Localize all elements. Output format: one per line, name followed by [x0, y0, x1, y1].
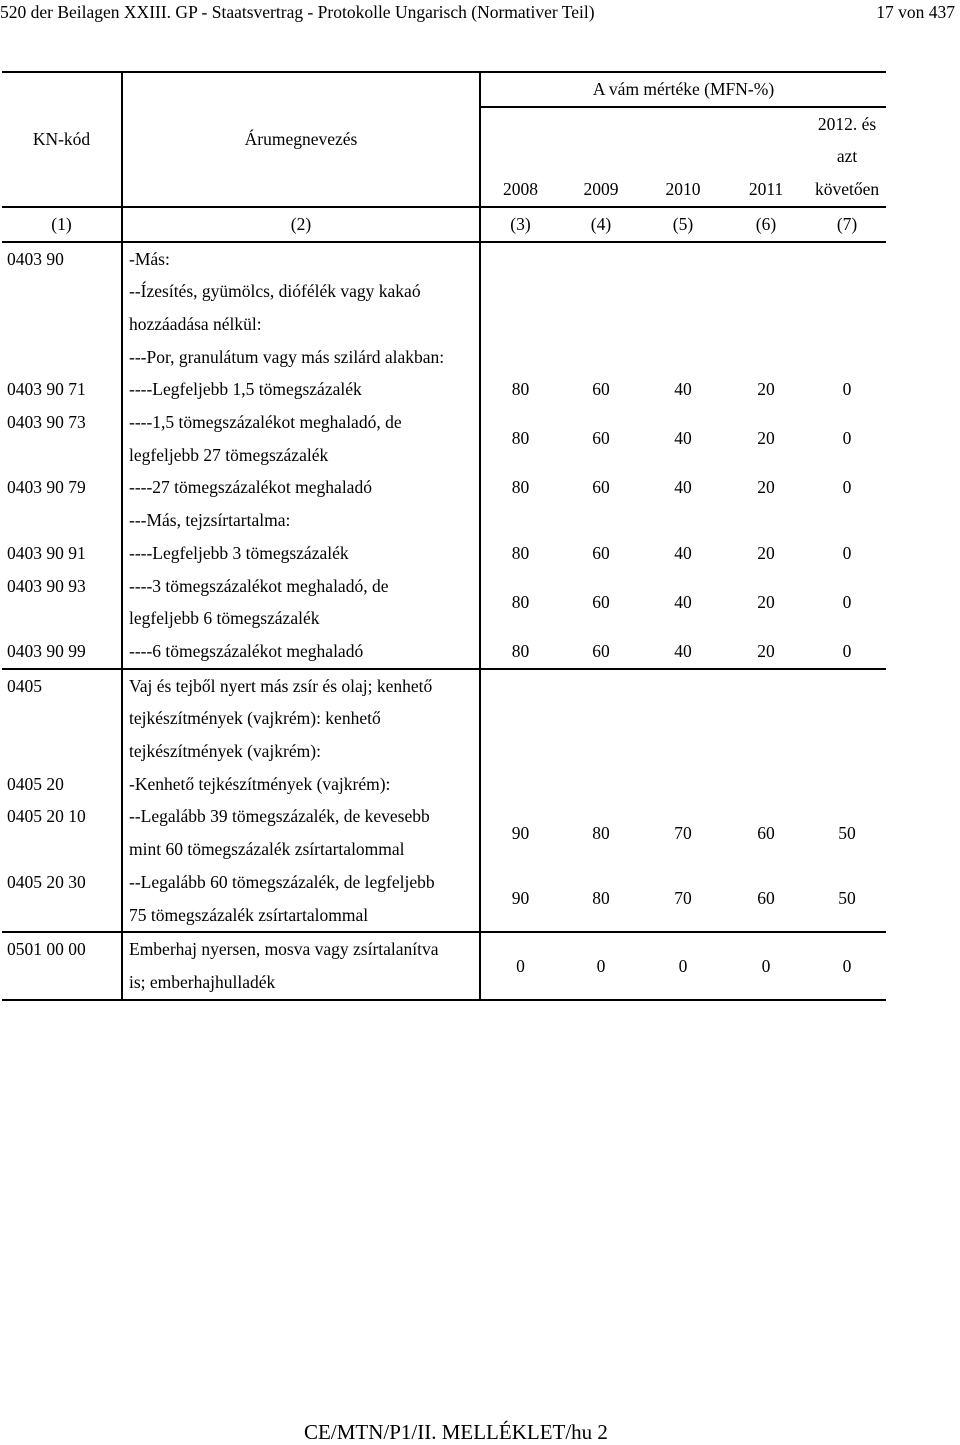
- page-footer: CE/MTN/P1/II. MELLÉKLET/hu 2: [304, 1420, 608, 1444]
- row-rate: [560, 242, 642, 276]
- row-code: 0403 90 73: [2, 406, 122, 471]
- row-description: [122, 373, 480, 406]
- row-description-line: is; emberhajhulladék: [129, 971, 276, 992]
- row-rate: 40: [674, 477, 692, 498]
- row-rate: [480, 504, 560, 537]
- row-description-line: ---Más, tejzsírtartalma:: [129, 510, 291, 531]
- row-rate: 60: [560, 635, 642, 669]
- row-rate: 90: [511, 822, 530, 843]
- row-rate: [724, 275, 808, 340]
- row-code: 0403 90 79: [2, 471, 122, 504]
- row-description-line: legfeljebb 27 tömegszázalék: [129, 444, 329, 465]
- row-rate: 80: [511, 477, 530, 498]
- row-rate: [724, 504, 808, 537]
- row-description: [122, 669, 480, 768]
- column-number: (1): [2, 207, 122, 242]
- page-header-page-number: 17 von 437: [876, 2, 955, 22]
- row-rate: 60: [592, 428, 610, 449]
- column-number: (3): [480, 207, 560, 242]
- header-description: Árumegnevezés: [122, 72, 480, 207]
- row-description-line: ----1,5 tömegszázalékot meghaladó, de: [129, 412, 402, 433]
- row-code: 0501 00 00: [2, 932, 122, 999]
- row-rate: [724, 768, 808, 801]
- row-rate: 80: [511, 428, 530, 449]
- header-row-1: [2, 72, 886, 107]
- page-header-title: 520 der Beilagen XXIII. GP - Staatsvertrag - Protokolle Ungarisch (Normativer Teil): [0, 2, 595, 22]
- row-description: [122, 341, 480, 374]
- table-row: [2, 669, 886, 768]
- header-year-last-line: 2012. és: [817, 113, 877, 134]
- row-rate: [642, 341, 724, 374]
- row-rate: 60: [592, 477, 610, 498]
- row-rate: 20: [757, 542, 775, 563]
- row-description-line: ---Por, granulátum vagy más szilárd alakban:: [129, 346, 445, 367]
- row-rate: [724, 669, 808, 768]
- row-rate: 60: [592, 379, 610, 400]
- row-rate: 50: [808, 866, 886, 932]
- row-description-line: Emberhaj nyersen, mosva vagy zsírtalanítva: [129, 939, 439, 960]
- table-row: [2, 635, 886, 669]
- row-rate: 40: [674, 591, 692, 612]
- row-rate: 70: [642, 866, 724, 932]
- row-rate: 40: [674, 428, 692, 449]
- row-description: [122, 471, 480, 504]
- row-rate: [480, 242, 560, 276]
- row-rate: [642, 768, 724, 801]
- row-description-line: --Legalább 60 tömegszázalék, de legfeljebb: [129, 871, 435, 892]
- row-rate: 20: [757, 591, 775, 612]
- row-description-line: legfeljebb 6 tömegszázalék: [129, 608, 320, 629]
- row-description: [122, 800, 480, 865]
- column-number: (6): [724, 207, 808, 242]
- row-description-line: ----6 tömegszázalékot meghaladó: [129, 640, 364, 661]
- row-rate: [808, 242, 886, 276]
- row-rate: [724, 242, 808, 276]
- column-number: (2): [122, 207, 480, 242]
- row-rate: [642, 669, 724, 768]
- table-row: [2, 242, 886, 276]
- column-number: (4): [560, 207, 642, 242]
- row-code: [2, 341, 122, 374]
- row-description: [122, 635, 480, 669]
- row-rate: 80: [511, 591, 530, 612]
- row-rate: [480, 341, 560, 374]
- table-row: [2, 800, 886, 865]
- row-rate: 0: [642, 932, 724, 999]
- row-code: 0403 90 99: [2, 635, 122, 669]
- row-description-line: --Legalább 39 tömegszázalék, de kevesebb: [129, 806, 430, 827]
- row-code: 0405: [2, 669, 122, 768]
- row-rate: 0: [560, 932, 642, 999]
- table-row: [2, 932, 886, 999]
- row-rate: [808, 341, 886, 374]
- table-row: [2, 406, 886, 471]
- row-rate: 80: [511, 379, 530, 400]
- table-row: [2, 341, 886, 374]
- row-rate: 70: [674, 822, 692, 843]
- header-year: 2009: [583, 179, 619, 200]
- row-description: [122, 768, 480, 801]
- header-code: KN-kód: [2, 72, 122, 207]
- header-year-last-line: követően: [814, 179, 880, 200]
- row-rate: [560, 768, 642, 801]
- row-rate: 20: [724, 635, 808, 669]
- row-description: [122, 570, 480, 635]
- row-rate: 80: [511, 542, 530, 563]
- header-year: 2008: [503, 179, 538, 200]
- row-code: 0403 90 93: [2, 570, 122, 635]
- row-description: [122, 866, 480, 932]
- row-code: 0405 20 10: [2, 800, 122, 865]
- row-rate: [560, 504, 642, 537]
- row-code: 0403 90 91: [2, 537, 122, 570]
- row-description: [122, 242, 480, 276]
- row-code: 0403 90: [2, 242, 122, 276]
- row-rate: 40: [674, 379, 692, 400]
- row-rate: [808, 669, 886, 768]
- row-rate: 80: [560, 866, 642, 932]
- row-rate: [808, 275, 886, 340]
- row-description: [122, 537, 480, 570]
- row-rate: [480, 669, 560, 768]
- row-rate: 50: [838, 822, 856, 843]
- tariff-table: [2, 71, 886, 1001]
- row-description-line: ----3 tömegszázalékot meghaladó, de: [129, 575, 389, 596]
- table-row: [2, 570, 886, 635]
- column-number-row: [2, 207, 886, 242]
- row-rate: 60: [592, 591, 610, 612]
- row-rate: [560, 669, 642, 768]
- table-row: [2, 768, 886, 801]
- row-description-line: tejkészítmények (vajkrém): kenhető: [129, 708, 381, 729]
- row-description: [122, 406, 480, 471]
- row-rate: 0: [842, 591, 852, 612]
- row-rate: [480, 275, 560, 340]
- header-year-last: [808, 107, 886, 173]
- row-description-line: tejkészítmények (vajkrém):: [129, 741, 321, 762]
- table-row: [2, 471, 886, 504]
- row-description: [122, 275, 480, 340]
- row-rate: [480, 768, 560, 801]
- row-rate: 0: [842, 542, 852, 563]
- row-code: [2, 504, 122, 537]
- row-code: 0405 20 30: [2, 866, 122, 932]
- row-rate: [808, 504, 886, 537]
- column-number: (7): [808, 207, 886, 242]
- row-rate: [560, 341, 642, 374]
- row-rate: 60: [757, 822, 775, 843]
- row-rate: 40: [642, 635, 724, 669]
- row-description: [122, 932, 480, 999]
- header-year-last-line: azt: [836, 146, 858, 167]
- row-rate: 60: [592, 542, 610, 563]
- header-duty-group: A vám mértéke (MFN-%): [480, 72, 886, 107]
- row-rate: [808, 768, 886, 801]
- row-description-line: ----Legfeljebb 1,5 tömegszázalék: [129, 379, 362, 400]
- header-year: 2010: [665, 179, 701, 200]
- row-description-line: 75 tömegszázalék zsírtartalommal: [129, 904, 369, 925]
- row-description-line: Vaj és tejből nyert más zsír és olaj; kenhető: [129, 675, 433, 696]
- row-description-line: --Ízesítés, gyümölcs, diófélék vagy kakaó: [129, 281, 421, 302]
- row-rate: 80: [480, 635, 560, 669]
- row-rate: [560, 275, 642, 340]
- header-year: 2011: [748, 179, 784, 200]
- row-rate: [642, 242, 724, 276]
- row-rate: [642, 504, 724, 537]
- row-description-line: hozzáadása nélkül:: [129, 313, 262, 334]
- row-rate: 0: [842, 428, 852, 449]
- row-code: [2, 275, 122, 340]
- row-rate: 0: [842, 477, 852, 498]
- table-row: [2, 866, 886, 932]
- row-rate: 20: [757, 379, 775, 400]
- row-description-line: -Kenhető tejkészítmények (vajkrém):: [129, 773, 391, 794]
- row-rate: 20: [757, 428, 775, 449]
- row-code: 0405 20: [2, 768, 122, 801]
- row-rate: 0: [724, 932, 808, 999]
- row-code: 0403 90 71: [2, 373, 122, 406]
- table-row: [2, 504, 886, 537]
- row-description-line: -Más:: [129, 248, 170, 269]
- row-rate: 20: [757, 477, 775, 498]
- row-description-line: ----27 tömegszázalékot meghaladó: [129, 477, 372, 498]
- column-number: (5): [642, 207, 724, 242]
- row-rate: 0: [842, 379, 852, 400]
- row-rate: 0: [808, 635, 886, 669]
- row-rate: 0: [808, 932, 886, 999]
- row-rate: [724, 341, 808, 374]
- row-rate: 0: [480, 932, 560, 999]
- row-rate: [642, 275, 724, 340]
- table-row: [2, 373, 886, 406]
- row-rate: 80: [592, 822, 610, 843]
- table-row: [2, 537, 886, 570]
- row-description: [122, 504, 480, 537]
- row-description-line: mint 60 tömegszázalék zsírtartalommal: [129, 839, 405, 860]
- table-row: [2, 275, 886, 340]
- row-rate: 40: [674, 542, 692, 563]
- row-rate: 90: [480, 866, 560, 932]
- row-rate: 60: [724, 866, 808, 932]
- row-description-line: ----Legfeljebb 3 tömegszázalék: [129, 542, 349, 563]
